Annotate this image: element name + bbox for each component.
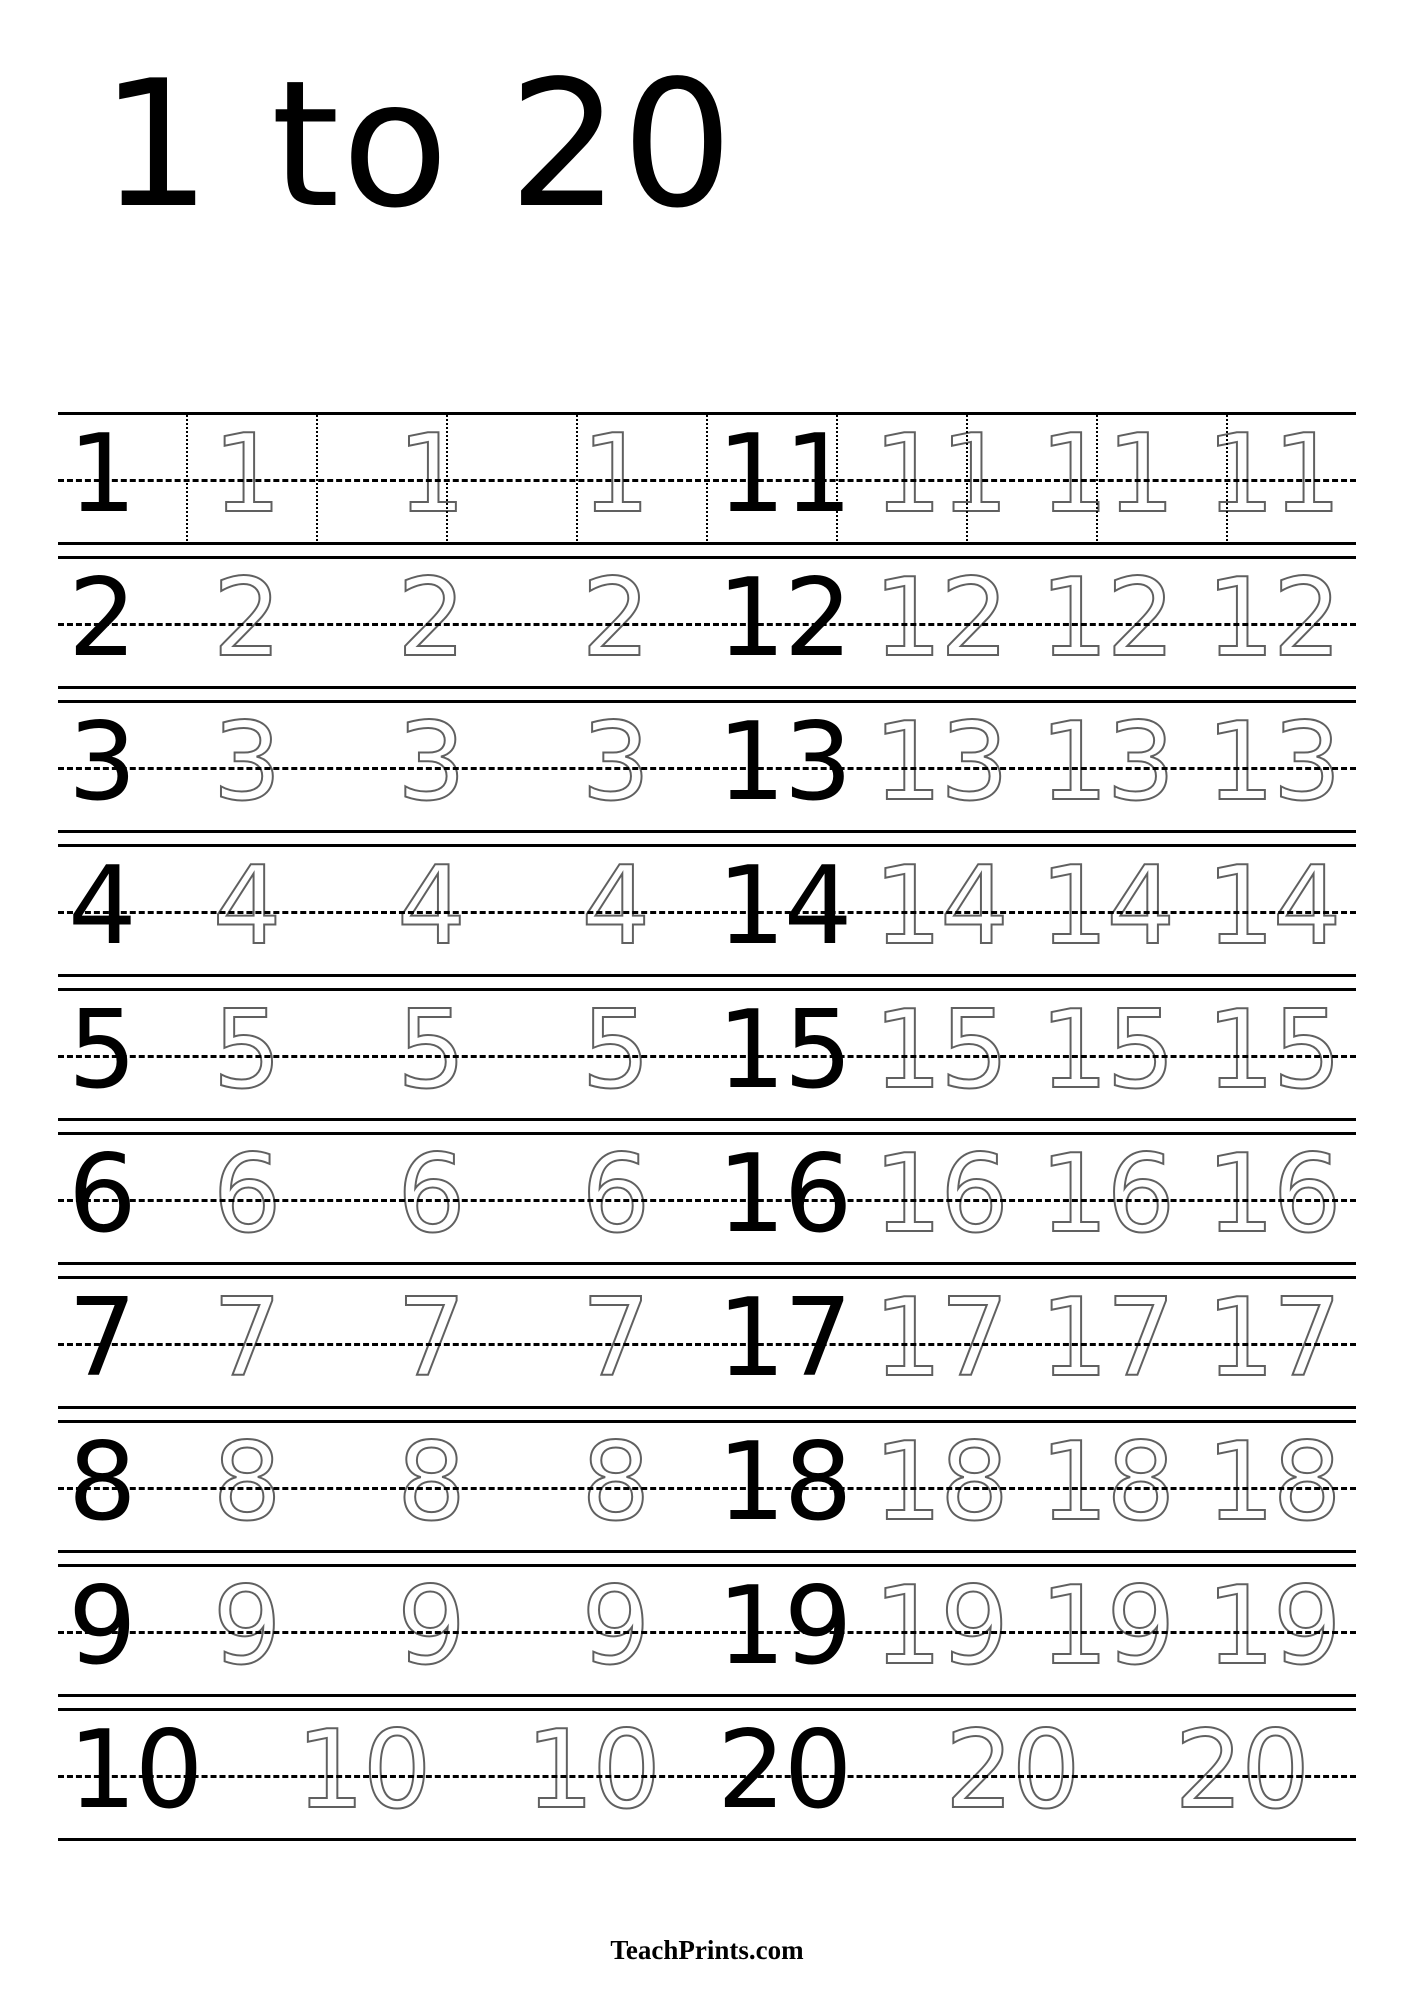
trace-glyph: 8 [397,1419,464,1545]
trace-glyph: 17 [873,1275,1007,1401]
trace-glyph: 14 [1039,843,1174,969]
row-left-half [58,556,707,689]
tracing-row [58,988,1356,1121]
trace-glyph: 16 [1039,1131,1174,1257]
trace-glyph: 10 [296,1707,430,1833]
row-left-half [58,1420,707,1553]
trace-glyph: 14 [1206,843,1340,969]
trace-glyph: 16 [1206,1131,1340,1257]
trace-group [154,1132,707,1265]
model-number: 17 [717,1275,851,1401]
trace-glyph: 18 [1206,1419,1340,1545]
model-number: 8 [68,1419,135,1545]
trace-group [897,1708,1356,1841]
trace-glyph: 1 [397,411,464,537]
trace-glyph: 4 [581,843,649,969]
trace-glyph: 13 [873,699,1007,825]
tracing-row [58,1132,1356,1265]
trace-glyph: 19 [1039,1563,1174,1689]
trace-glyph: 9 [212,1563,280,1689]
model-number: 1 [68,411,135,537]
trace-group [857,844,1356,977]
trace-glyph: 2 [397,555,464,681]
trace-glyph: 2 [581,555,649,681]
trace-glyph: 3 [397,699,464,825]
model-number: 19 [717,1563,851,1689]
trace-glyph: 7 [397,1275,464,1401]
trace-glyph: 6 [397,1131,464,1257]
footer-brand: TeachPrints.com [610,1935,804,1965]
row-right-half [707,988,1356,1121]
row-left-half [58,1132,707,1265]
model-number: 3 [68,699,135,825]
model-number: 7 [68,1275,135,1401]
row-right-half [707,556,1356,689]
trace-glyph: 7 [581,1275,649,1401]
trace-glyph: 4 [397,843,464,969]
trace-glyph: 20 [1174,1707,1308,1833]
trace-glyph: 8 [581,1419,649,1545]
trace-glyph: 7 [212,1275,280,1401]
trace-glyph: 5 [212,987,280,1113]
row-left-half [58,412,707,545]
trace-glyph: 15 [1206,987,1340,1113]
tracing-row [58,412,1356,545]
tracing-row [58,700,1356,833]
row-right-half [707,412,1356,545]
model-number: 2 [68,555,135,681]
trace-glyph: 13 [1039,699,1174,825]
row-left-half [58,700,707,833]
page-title: 1 to 20 [100,44,735,247]
trace-group [154,700,707,833]
trace-group [154,1276,707,1409]
tracing-rows [58,412,1356,1852]
model-number: 4 [68,843,135,969]
tracing-row [58,1708,1356,1841]
trace-group [857,1276,1356,1409]
trace-glyph: 19 [1206,1563,1340,1689]
trace-group [857,1420,1356,1553]
row-left-half [58,844,707,977]
trace-glyph: 11 [1039,411,1174,537]
trace-glyph: 1 [212,411,280,537]
trace-group [154,844,707,977]
trace-glyph: 20 [945,1707,1079,1833]
row-right-half [707,1420,1356,1553]
trace-glyph: 6 [212,1131,280,1257]
trace-glyph: 8 [212,1419,280,1545]
trace-glyph: 18 [1039,1419,1174,1545]
row-left-half [58,1276,707,1409]
model-number: 11 [717,411,851,537]
model-number: 13 [717,699,851,825]
row-right-half [707,700,1356,833]
model-number: 10 [68,1707,202,1833]
tracing-row [58,1564,1356,1697]
tracing-row [58,844,1356,977]
row-left-half [58,1564,707,1697]
trace-glyph: 3 [212,699,280,825]
trace-glyph: 15 [873,987,1007,1113]
trace-glyph: 10 [525,1707,659,1833]
trace-glyph: 5 [581,987,649,1113]
model-number: 5 [68,987,135,1113]
trace-glyph: 6 [581,1131,649,1257]
model-number: 20 [717,1707,851,1833]
trace-glyph: 9 [581,1563,649,1689]
trace-group [857,556,1356,689]
row-right-half [707,1564,1356,1697]
model-number: 12 [717,555,851,681]
trace-glyph: 4 [212,843,280,969]
trace-glyph: 12 [1039,555,1174,681]
trace-glyph: 15 [1039,987,1174,1113]
tracing-row [58,1276,1356,1409]
trace-group [154,1420,707,1553]
trace-glyph: 3 [581,699,649,825]
trace-glyph: 17 [1206,1275,1340,1401]
trace-glyph: 2 [212,555,280,681]
trace-group [857,1564,1356,1697]
trace-group [857,988,1356,1121]
tracing-row [58,1420,1356,1553]
trace-glyph: 16 [873,1131,1007,1257]
row-right-half [707,844,1356,977]
row-right-half [707,1708,1356,1841]
trace-group [154,556,707,689]
trace-group [857,700,1356,833]
trace-glyph: 17 [1039,1275,1174,1401]
trace-group [154,988,707,1121]
trace-glyph: 18 [873,1419,1007,1545]
trace-glyph: 19 [873,1563,1007,1689]
trace-glyph: 11 [873,411,1007,537]
trace-group [154,1564,707,1697]
row-left-half [58,988,707,1121]
tracing-row [58,556,1356,689]
trace-glyph: 1 [581,411,649,537]
model-number: 18 [717,1419,851,1545]
trace-group [154,412,707,545]
trace-group [248,1708,707,1841]
trace-glyph: 5 [397,987,464,1113]
trace-glyph: 12 [873,555,1007,681]
row-right-half [707,1276,1356,1409]
trace-glyph: 13 [1206,699,1340,825]
trace-glyph: 14 [873,843,1007,969]
trace-glyph: 11 [1206,411,1340,537]
model-number: 14 [717,843,851,969]
trace-group [857,1132,1356,1265]
row-right-half [707,1132,1356,1265]
model-number: 15 [717,987,851,1113]
row-left-half [58,1708,707,1841]
model-number: 16 [717,1131,851,1257]
trace-group [857,412,1356,545]
model-number: 6 [68,1131,135,1257]
trace-glyph: 9 [397,1563,464,1689]
model-number: 9 [68,1563,135,1689]
trace-glyph: 12 [1206,555,1340,681]
